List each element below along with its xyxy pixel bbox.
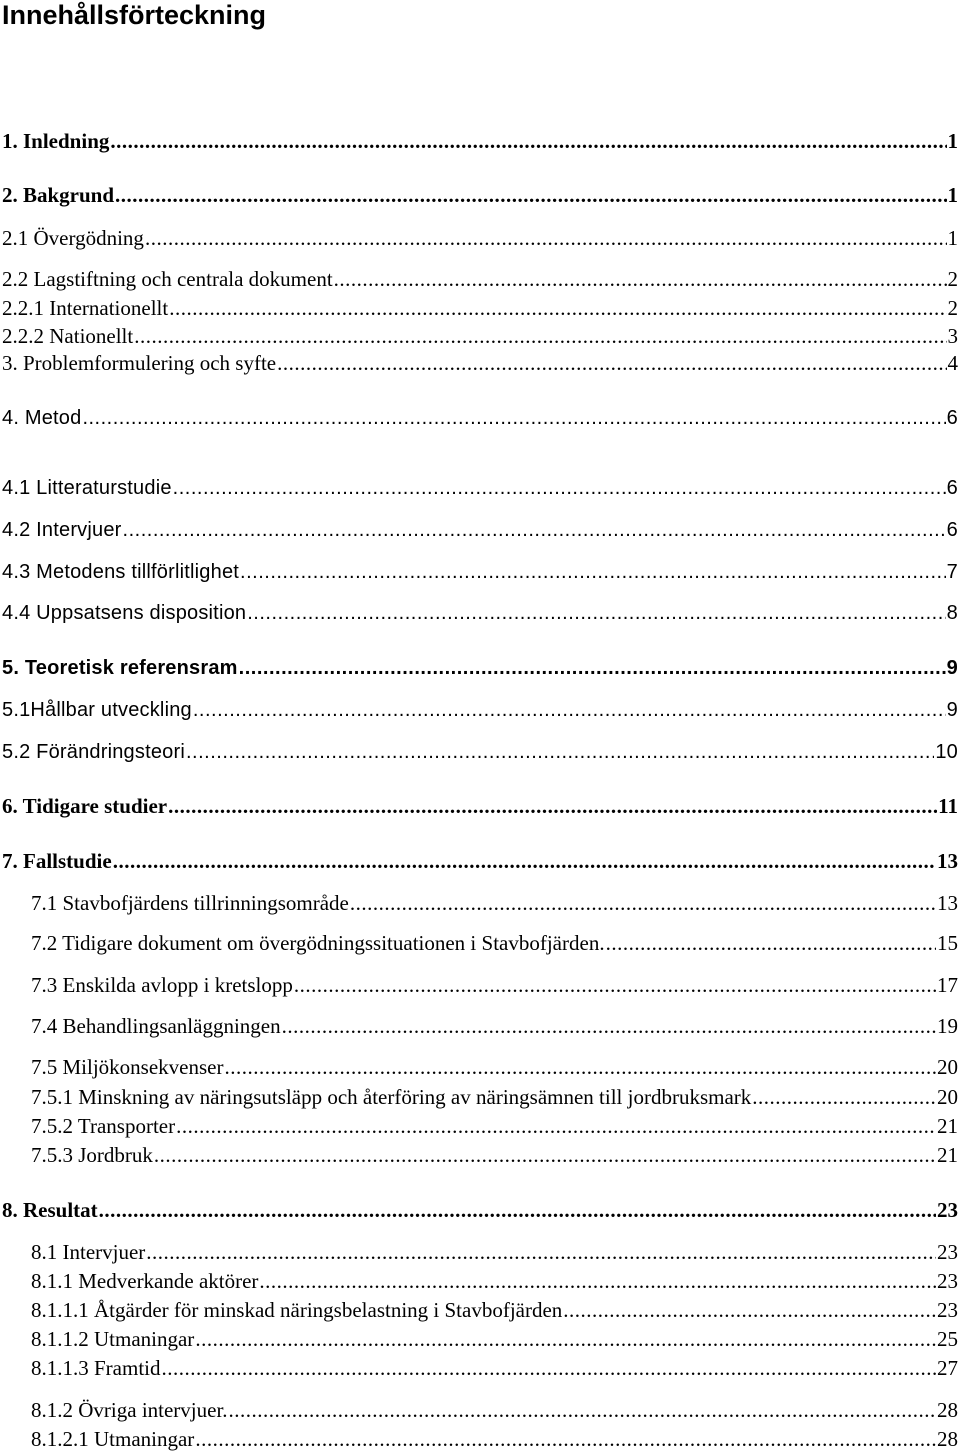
page-title: Innehållsförteckning	[2, 0, 267, 30]
toc-entry-label: 5.1Hållbar utveckling	[2, 699, 192, 721]
toc-page-number: 20	[937, 1085, 958, 1109]
toc-entry[interactable]	[31, 1239, 958, 1265]
toc-entry[interactable]	[31, 1113, 958, 1139]
toc-entry[interactable]	[31, 930, 958, 956]
toc-entry-label: 7.5.3 Jordbruk	[31, 1143, 153, 1167]
toc-entry[interactable]	[2, 295, 958, 321]
toc-entry[interactable]	[2, 655, 958, 681]
toc-entry-label: 5. Teoretisk referensram	[2, 657, 238, 679]
toc-leader-dots	[282, 1013, 936, 1039]
toc-entry[interactable]	[2, 323, 958, 349]
toc-leader-dots	[294, 972, 936, 998]
toc-entry-label: 2.2.1 Internationellt	[2, 296, 169, 320]
toc-entry[interactable]	[31, 1142, 958, 1168]
toc-leader-dots	[277, 350, 946, 376]
toc-page-number: 2	[947, 267, 958, 291]
toc-page-number: 6	[946, 477, 958, 499]
toc-page-number: 4	[947, 351, 958, 375]
toc-entry-label: 8. Resultat	[2, 1198, 98, 1222]
toc-entry-label: 2. Bakgrund	[2, 183, 115, 207]
toc-leader-dots	[145, 225, 947, 251]
toc-leader-dots	[350, 890, 936, 916]
toc-page-number: 23	[937, 1269, 958, 1293]
toc-entry-label: 1. Inledning	[2, 129, 110, 153]
toc-entry[interactable]	[2, 266, 958, 292]
toc-entry[interactable]	[31, 1268, 958, 1294]
toc-page-number: 23	[937, 1298, 958, 1322]
toc-leader-dots	[134, 323, 946, 349]
toc-entry-label: 5.2 Förändringsteori	[2, 741, 185, 763]
toc-entry-label: 2.2 Lagstiftning och centrala dokument	[2, 267, 333, 291]
toc-entry-label: 4.3 Metodens tillförlitlighet	[2, 561, 240, 583]
toc-entry[interactable]	[2, 128, 958, 154]
toc-leader-dots	[82, 405, 945, 431]
toc-entry-label: 4. Metod	[2, 407, 82, 429]
toc-page-number: 27	[937, 1356, 958, 1380]
toc-leader-dots	[240, 559, 946, 585]
toc-leader-dots	[168, 793, 937, 819]
toc-leader-dots	[162, 1355, 937, 1381]
toc-entry-label: 8.1.1.2 Utmaningar	[31, 1327, 195, 1351]
toc-entry[interactable]	[2, 182, 958, 208]
toc-leader-dots	[334, 266, 947, 292]
toc-leader-dots	[123, 517, 946, 543]
toc-entry-label: 2.2.2 Nationellt	[2, 324, 134, 348]
toc-leader-dots	[224, 1054, 936, 1080]
toc-page-number: 17	[937, 973, 958, 997]
toc-entry[interactable]	[31, 1355, 958, 1381]
toc-entry-label: 7.5 Miljökonsekvenser	[31, 1055, 224, 1079]
toc-entry[interactable]	[2, 1197, 958, 1223]
toc-leader-dots	[173, 475, 946, 501]
toc-leader-dots	[229, 1397, 936, 1423]
toc-entry[interactable]	[31, 1084, 958, 1110]
toc-entry-label: 7.2 Tidigare dokument om övergödningssituationen i Stavbofjärden.	[31, 931, 605, 955]
toc-page-number: 10	[935, 741, 958, 763]
toc-entry[interactable]	[2, 697, 958, 723]
toc-entry-label: 7.4 Behandlingsanläggningen	[31, 1014, 281, 1038]
toc-leader-dots	[110, 128, 946, 154]
toc-entry[interactable]	[2, 848, 958, 874]
toc-page-number: 11	[938, 794, 958, 818]
toc-entry[interactable]	[2, 600, 958, 626]
toc-leader-dots	[193, 697, 946, 723]
toc-leader-dots	[99, 1197, 936, 1223]
toc-page-number: 25	[937, 1327, 958, 1351]
toc-entry-label: 8.1.2.1 Utmaningar	[31, 1427, 195, 1451]
toc-page-number: 6	[946, 407, 958, 429]
toc-entry[interactable]	[2, 405, 958, 431]
toc-page-number: 28	[937, 1427, 958, 1451]
toc-entry[interactable]	[2, 350, 958, 376]
toc-page-number: 21	[937, 1143, 958, 1167]
toc-page-number: 8	[946, 602, 958, 624]
toc-page-number: 13	[937, 891, 958, 915]
toc-entry[interactable]	[31, 1013, 958, 1039]
toc-leader-dots	[154, 1142, 936, 1168]
toc-entry-label: 4.1 Litteraturstudie	[2, 477, 172, 499]
toc-entry[interactable]	[31, 1426, 958, 1452]
toc-leader-dots	[186, 739, 934, 765]
toc-leader-dots	[752, 1084, 936, 1110]
toc-page-number: 21	[937, 1114, 958, 1138]
toc-entry-label: 8.1.1 Medverkande aktörer	[31, 1269, 259, 1293]
toc-entry[interactable]	[31, 890, 958, 916]
toc-leader-dots	[146, 1239, 936, 1265]
toc-entry-label: 3. Problemformulering och syfte	[2, 351, 277, 375]
toc-leader-dots	[195, 1326, 936, 1352]
toc-entry[interactable]	[31, 1054, 958, 1080]
toc-leader-dots	[113, 848, 936, 874]
toc-entry[interactable]	[31, 1326, 958, 1352]
toc-page-number: 15	[937, 931, 958, 955]
toc-entry[interactable]	[2, 475, 958, 501]
toc-entry[interactable]	[31, 1397, 958, 1423]
toc-leader-dots	[606, 930, 936, 956]
toc-leader-dots	[239, 655, 946, 681]
toc-page-number: 13	[937, 849, 958, 873]
toc-page-number: 1	[947, 129, 958, 153]
toc-page-number: 3	[947, 324, 958, 348]
toc-entry-label: 4.2 Intervjuer	[2, 519, 122, 541]
toc-leader-dots	[563, 1297, 936, 1323]
toc-leader-dots	[169, 295, 946, 321]
toc-entry-label: 8.1.1.3 Framtid	[31, 1356, 161, 1380]
toc-page-number: 2	[947, 296, 958, 320]
toc-entry-label: 8.1.2 Övriga intervjuer.	[31, 1398, 228, 1422]
toc-page-number: 6	[946, 519, 958, 541]
toc-entry-label: 7.3 Enskilda avlopp i kretslopp	[31, 973, 293, 997]
toc-page-number: 9	[946, 657, 958, 679]
toc-entry-label: 6. Tidigare studier	[2, 794, 168, 818]
toc-entry[interactable]	[2, 517, 958, 543]
toc-page-number: 23	[937, 1240, 958, 1264]
toc-entry[interactable]	[2, 559, 958, 585]
toc-page-number: 1	[947, 183, 958, 207]
toc-leader-dots	[259, 1268, 936, 1294]
toc-leader-dots	[195, 1426, 936, 1452]
toc-leader-dots	[247, 600, 945, 626]
toc-entry[interactable]	[31, 1297, 958, 1323]
toc-entry[interactable]	[2, 739, 958, 765]
toc-entry-label: 2.1 Övergödning	[2, 226, 144, 250]
toc-page-number: 9	[946, 699, 958, 721]
toc-entry[interactable]	[2, 225, 958, 251]
toc-entry-label: 4.4 Uppsatsens disposition	[2, 602, 247, 624]
toc-page-number: 1	[947, 226, 958, 250]
toc-entry-label: 8.1 Intervjuer	[31, 1240, 146, 1264]
toc-page-number: 7	[946, 561, 958, 583]
toc-entry[interactable]	[2, 793, 958, 819]
toc-page-number: 28	[937, 1398, 958, 1422]
toc-page-number: 19	[937, 1014, 958, 1038]
toc-leader-dots	[176, 1113, 936, 1139]
toc-entry-label: 8.1.1.1 Åtgärder för minskad näringsbelastning i Stavbofjärden	[31, 1298, 563, 1322]
toc-entry-label: 7. Fallstudie	[2, 849, 112, 873]
toc-entry[interactable]	[31, 972, 958, 998]
toc-entry-label: 7.1 Stavbofjärdens tillrinningsområde	[31, 891, 349, 915]
toc-leader-dots	[115, 182, 946, 208]
toc-page-number: 20	[937, 1055, 958, 1079]
toc-entry-label: 7.5.1 Minskning av näringsutsläpp och återföring av näringsämnen till jordbruksmark	[31, 1085, 752, 1109]
toc-entry-label: 7.5.2 Transporter	[31, 1114, 176, 1138]
toc-page-number: 23	[937, 1198, 958, 1222]
